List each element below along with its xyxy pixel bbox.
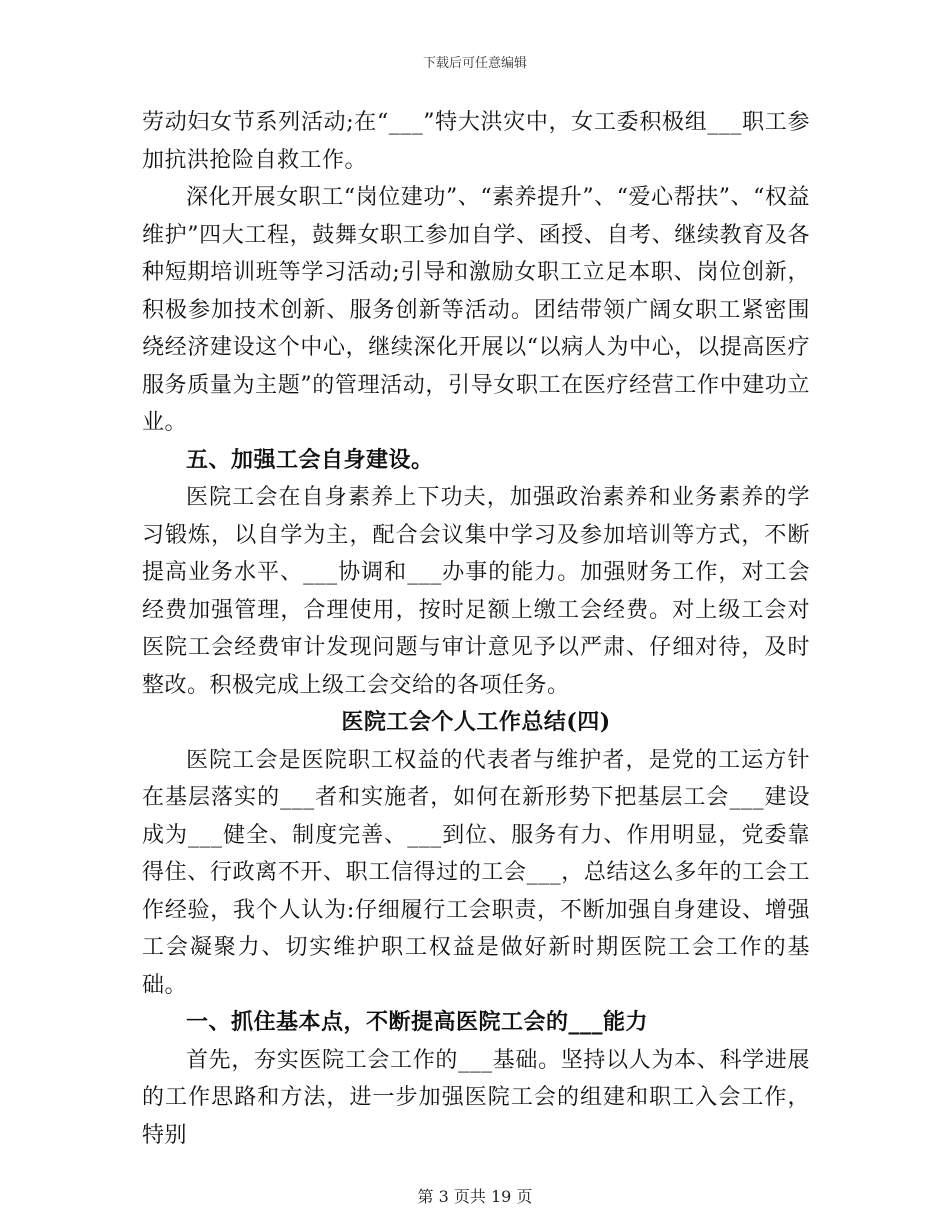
paragraph-intro: 医院工会是医院职工权益的代表者与维护者，是党的工运方针在基层落实的___者和实施者，如何在新形势下把基层工会___建设成为___健全、制度完善、___到位、服务有力、作用明显，党委靠得住、行政离不开、职工信得过的工会___，总结这么多年的工会工作经验，我个人认为:仔细履行工会职责，不断加强自身建设、增强工会凝聚力、切实维护职工权益是做好新时期医院工会工作的基础。 (142, 747, 810, 998)
document-title: 医院工会个人工作总结(四) (341, 709, 611, 735)
document-body (142, 104, 810, 1154)
paragraph-self-building: 医院工会在自身素养上下功夫，加强政治素养和业务素养的学习锻炼，以自学为主，配合会议集中学习及参加培训等方式，不断提高业务水平、___协调和___办事的能力。加强财务工作，对工会经费加强管理，合理使用，按时足额上缴工会经费。对上级工会对医院工会经费审计发现问题与审计意见予以严肃、仔细对待，及时整改。积极完成上级工会交给的各项任务。 (142, 485, 810, 698)
section-heading-one: 一、抓住基本点，不断提高医院工会的___能力 (186, 1009, 649, 1035)
page-header: 下载后可任意编辑 (422, 56, 527, 71)
section-heading-five: 五、加强工会自身建设。 (186, 446, 434, 473)
page-footer: 第 3 页共 19 页 (417, 1187, 533, 1206)
paragraph-first: 首先，夯实医院工会工作的___基础。坚持以人为本、科学进展的工作思路和方法，进一步加强医院工会的组建和职工入会工作，特别 (142, 1047, 810, 1148)
paragraph-female-workers: 深化开展女职工“岗位建功”、“素养提升”、“爱心帮扶”、“权益维护”四大工程，鼓舞女职工参加自学、函授、自考、继续教育及各种短期培训班等学习活动;引导和激励女职工立足本职、岗位创新，积极参加技术创新、服务创新等活动。团结带领广阔女职工紧密围绕经济建设这个中心，继续深化开展以“以病人为中心，以提高医疗服务质量为主题”的管理活动，引导女职工在医疗经营工作中建功立业。 (142, 185, 810, 435)
paragraph-continued: 劳动妇女节系列活动;在“___”特大洪灾中，女工委积极组___职工参加抗洪抢险自救工作。 (142, 110, 810, 173)
